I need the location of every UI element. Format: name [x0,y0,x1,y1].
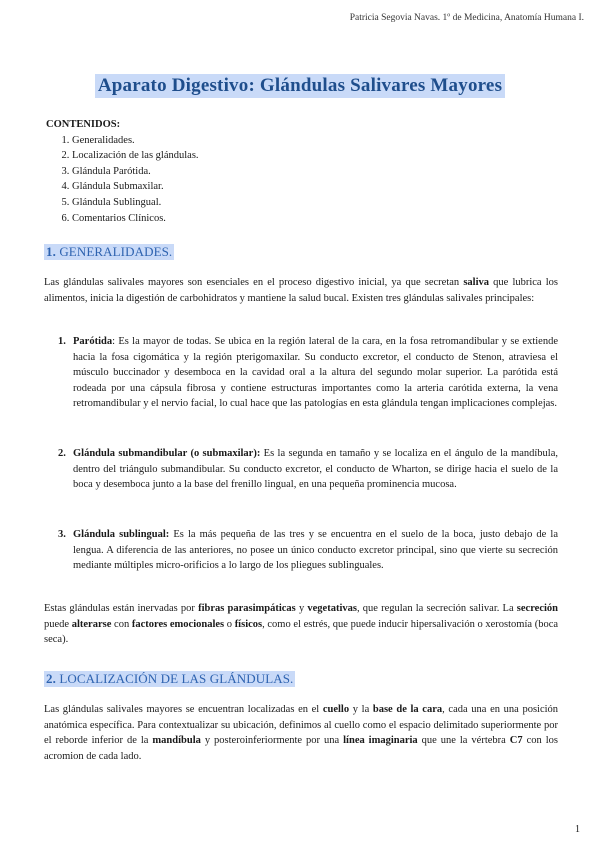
text-run: Es la más pequeña de las tres y se encuentra en el suelo de la boca, justo debajo de la lengua. A diferencia de las anteriores, no posee un único conducto excretor principal, sino que vierte su secreción mediante múltiples micro-orificios a lo largo de los pliegues sublinguales. [73,529,559,572]
text-run: o [224,618,235,630]
bold-term: físicos [234,618,263,630]
text-run: que une la vértebra [417,735,510,747]
section-title: LOCALIZACIÓN DE LAS GLÁNDULAS. [59,671,294,686]
bold-term: vegetativas [307,603,357,614]
contents-item: 4. Glándula Submaxilar. [72,179,199,195]
section-heading-localizacion [44,671,295,687]
text-run: , que regulan la secreción salivar. La [356,603,517,614]
contents-item: 5. Glándula Sublingual. [72,195,199,211]
bold-term: base de la cara [372,704,443,715]
bold-term: línea imaginaria [343,735,418,747]
bold-term: secreción [516,603,559,614]
list-item-sublingual [58,527,558,574]
text-run: Estas glándulas están inervadas por [44,603,199,614]
text-run: Las glándulas salivales mayores se encuentran localizadas en el [44,704,323,715]
item-number: 2. [58,448,66,459]
closing-paragraph [44,601,558,648]
text-run: Las glándulas salivales mayores son esenciales en el proceso digestivo inicial, ya que secretan [44,277,464,288]
contents-item: 6. Comentarios Clínicos. [72,211,199,227]
bold-term: cuello [322,704,350,715]
bold-term: factores emocionales [131,618,225,630]
section-number: 2. [46,671,56,686]
text-run: , cada una en una posición anatómica específica. Para contextualizar su ubicación, definimos al cuello como el espacio delimitado superiormente por el reborde inferior de la [44,704,559,747]
page-number: 1 [575,824,580,835]
section-number: 1. [46,244,56,259]
bold-term: alterarse [71,618,112,630]
bold-term: mandíbula [152,735,201,747]
text-run: Es la segunda en tamaño y se localiza en el ángulo de la mandíbula, dentro del triángulo submandibular. Su conducto excretor, el conducto de Wharton, se dirige hacia el suelo de la boca y desemboca junto a la base del frenillo lingual, en una pequeña prominencia mucosa. [73,448,558,491]
localizacion-paragraph [44,702,558,764]
text-run: y la [349,704,373,715]
text-run: y [295,603,308,614]
text-run: que lubrica los alimentos, inicia la digestión de carbohidratos y mantiene la salud bucal. Existen tres glándulas salivales principales: [44,277,558,304]
section-title: GENERALIDADES. [59,244,173,259]
list-item-parotida [58,334,558,412]
contents-item: 2. Localización de las glándulas. [72,148,199,164]
item-number: 1. [58,336,66,347]
item-body [73,446,558,493]
contents-item: 1. Generalidades. [72,133,199,149]
bold-term: saliva [463,277,489,288]
bold-term: Parótida [73,336,113,347]
title-container [0,74,600,98]
item-body [73,527,558,574]
item-number: 3. [58,529,66,540]
text-run: : Es la mayor de todas. Se ubica en la región lateral de la cara, en la fosa retromandibular y se extiende hacia la fosa cigomática y la región pterigomaxilar. Su conducto excretor, el conducto de Stenon, atraviesa el músculo buccinador y desemboca en la cavidad oral a la altura del segundo molar superior. La parótida está rodeada por una cápsula fibrosa y contiene estructuras importantes como la arteria carótida externa, la vena retromandibular y el nervio facial, lo cual hace que las patologías en esta glándula tengan implicaciones complejas. [73,336,558,410]
contents-list [46,133,199,227]
intro-paragraph [44,275,558,306]
bold-term: fibras parasimpáticas [198,603,296,614]
text-run: y posteroinferiormente por una [200,735,344,747]
contents-item: 3. Glándula Parótida. [72,164,199,180]
text-run: , como el estrés, que puede inducir hipersalivación o xerostomía (boca seca). [44,618,559,646]
page-header: Patricia Segovia Navas. 1º de Medicina, Anatomía Humana I. [349,13,584,23]
bold-term: Glándula submandibular (o submaxilar): [73,448,261,459]
text-run: puede [44,618,72,630]
bold-term: Glándula sublingual: [73,529,170,540]
text-run: con [111,618,132,630]
contents-title: CONTENIDOS: [46,119,121,130]
table-of-contents [46,117,199,226]
text-run: con los acromion de cada lado. [44,735,558,762]
document-title: Aparato Digestivo: Glándulas Salivares Mayores [95,74,505,98]
section-heading-generalidades [44,244,174,260]
bold-term: C7 [509,735,523,747]
item-body [73,334,558,412]
list-item-submandibular [58,446,558,493]
